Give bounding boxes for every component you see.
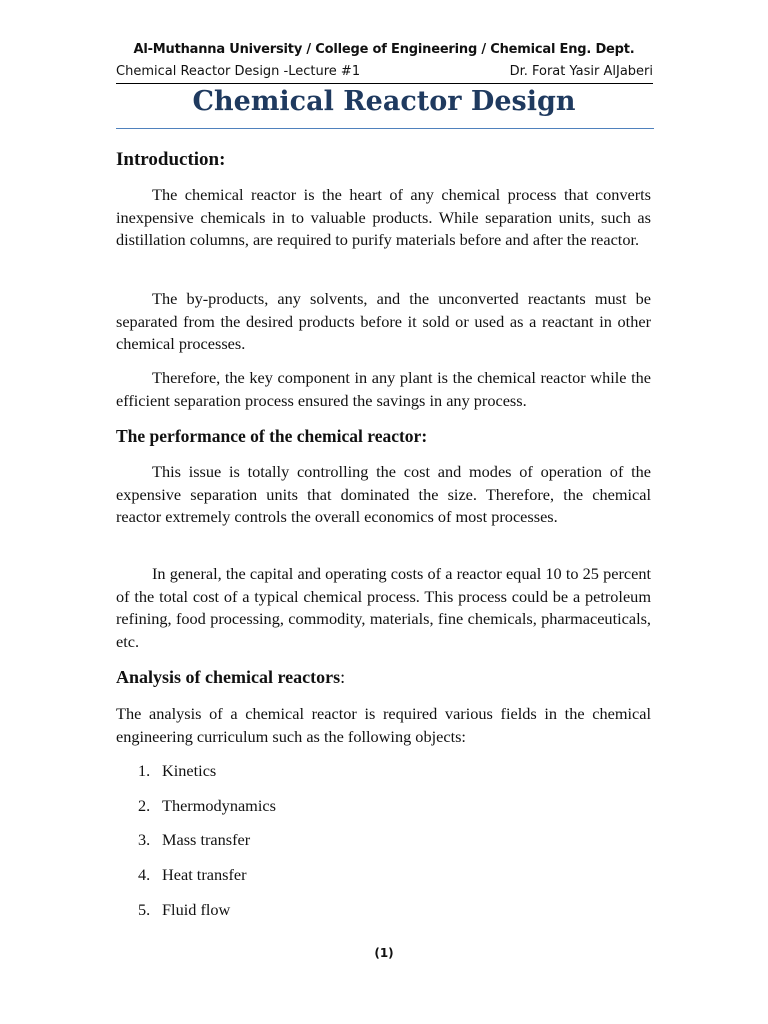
list-item xyxy=(138,761,216,781)
list-item xyxy=(138,900,230,920)
page-number: (1) xyxy=(374,946,394,960)
list-item-text: Mass transfer xyxy=(162,830,251,849)
heading-analysis-colon: : xyxy=(340,667,346,687)
list-item-number: 1. xyxy=(138,761,151,780)
heading-analysis-text: Analysis of chemical reactors xyxy=(116,667,341,687)
list-item-number: 4. xyxy=(138,865,151,884)
list-item-text: Heat transfer xyxy=(162,865,247,884)
header-university: Al-Muthanna University / College of Engineering / Chemical Eng. Dept. xyxy=(133,42,635,57)
list-item-text: Kinetics xyxy=(162,761,217,780)
list-item xyxy=(138,830,250,850)
header-course: Chemical Reactor Design -Lecture #1 xyxy=(116,64,361,79)
heading-introduction: Introduction: xyxy=(116,149,226,170)
intro-paragraph-1: The chemical reactor is the heart of any chemical process that converts inexpensive chemicals in to valuable products. While separation units, such as distillation columns, are required to purify materials before and after the reactor. xyxy=(116,185,651,250)
header-author: Dr. Forat Yasir AlJaberi xyxy=(509,64,653,79)
page-title: Chemical Reactor Design xyxy=(192,86,576,117)
intro-paragraph-3: Therefore, the key component in any plant is the chemical reactor while the efficient separation process ensured the savings in any process. xyxy=(116,368,651,410)
list-item-number: 3. xyxy=(138,830,151,849)
intro-paragraph-2: The by-products, any solvents, and the unconverted reactants must be separated from the desired products before it sold or used as a reactant in other chemical processes. xyxy=(116,289,651,354)
list-item-text: Fluid flow xyxy=(162,900,231,919)
heading-performance: The performance of the chemical reactor: xyxy=(116,426,428,446)
performance-paragraph-2: In general, the capital and operating costs of a reactor equal 10 to 25 percent of the total cost of a typical chemical process. This process could be a petroleum refining, food processing, commodity, materials, fine chemicals, pharmaceuticals, etc. xyxy=(116,564,651,651)
header-course-line xyxy=(116,64,653,84)
list-item-text: Thermodynamics xyxy=(162,796,276,815)
analysis-paragraph-1: The analysis of a chemical reactor is required various fields in the chemical engineering curriculum such as the following objects: xyxy=(116,704,651,746)
list-item xyxy=(138,796,276,816)
title-divider xyxy=(116,128,654,129)
list-item-number: 2. xyxy=(138,796,151,815)
heading-analysis xyxy=(116,667,345,688)
performance-paragraph-1: This issue is totally controlling the cost and modes of operation of the expensive separation units that dominated the size. Therefore, the chemical reactor extremely controls the overall economics of most processes. xyxy=(116,462,651,527)
list-item-number: 5. xyxy=(138,900,151,919)
list-item xyxy=(138,865,247,885)
